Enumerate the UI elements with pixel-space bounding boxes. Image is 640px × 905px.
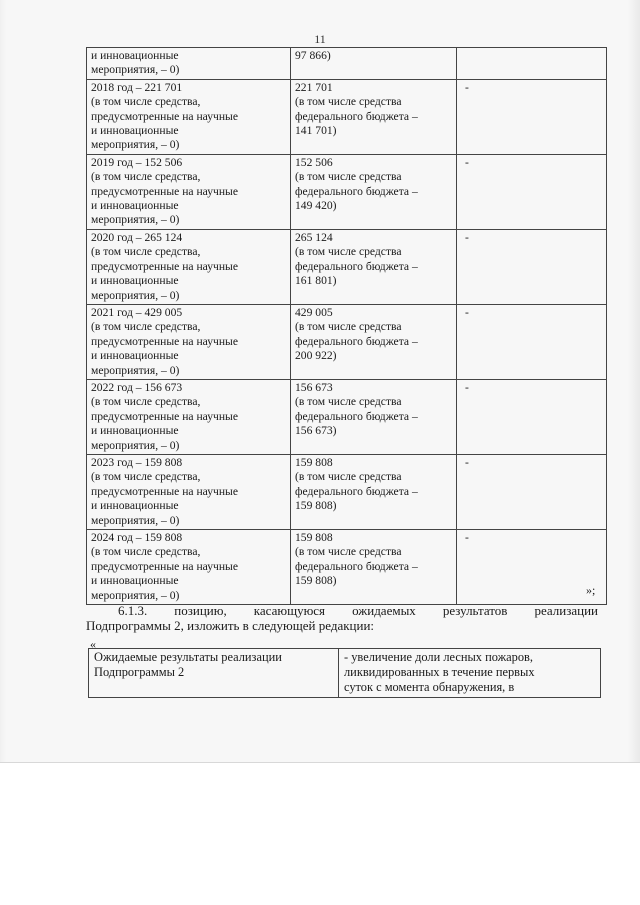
federal-budget-cell	[291, 229, 457, 304]
other-sources-cell	[457, 530, 607, 605]
year-amount-cell	[87, 530, 291, 605]
federal-budget-cell	[291, 530, 457, 605]
year-amount-line: предусмотренные на научные	[91, 484, 238, 498]
federal-budget-line: федерального бюджета –	[295, 559, 418, 573]
other-sources-cell	[457, 79, 607, 154]
federal-budget-line: 156 673)	[295, 424, 337, 438]
year-amount-line: (в том числе средства,	[91, 245, 201, 259]
year-amount-line: мероприятия, – 0)	[91, 363, 180, 377]
other-sources-value: -	[465, 80, 469, 94]
year-amount-cell	[87, 229, 291, 304]
opening-quote: «	[90, 637, 96, 651]
funding-row	[87, 154, 607, 229]
federal-budget-cell	[291, 79, 457, 154]
results-value-line: суток с момента обнаружения, в	[344, 680, 515, 694]
year-amount-cell	[87, 79, 291, 154]
other-sources-cell	[457, 154, 607, 229]
expected-results-table	[88, 648, 601, 698]
year-amount-line: (в том числе средства,	[91, 470, 201, 484]
federal-budget-line: (в том числе средства	[295, 320, 402, 334]
federal-budget-line: (в том числе средства	[295, 395, 402, 409]
year-amount-line: 2018 год – 221 701	[91, 80, 183, 94]
year-amount-cell	[87, 454, 291, 529]
page-number: 11	[314, 32, 326, 46]
year-amount-line: 2019 год – 152 506	[91, 155, 183, 169]
federal-budget-line: 429 005	[295, 305, 333, 319]
funding-table	[86, 47, 607, 605]
paragraph-line-1: 6.1.3. позицию, касающуюся ожидаемых результатов реализации	[118, 603, 598, 618]
year-amount-line: мероприятия, – 0)	[91, 213, 180, 227]
year-amount-line: и инновационные	[91, 124, 179, 138]
year-amount-line: предусмотренные на научные	[91, 184, 238, 198]
year-amount-line: (в том числе средства,	[91, 320, 201, 334]
year-amount-line: и инновационные	[91, 199, 179, 213]
year-amount-line: предусмотренные на научные	[91, 259, 238, 273]
other-sources-cell	[457, 379, 607, 454]
year-amount-line: (в том числе средства,	[91, 170, 201, 184]
amendment-paragraph	[86, 603, 598, 633]
federal-budget-line: 161 801)	[295, 274, 337, 288]
federal-budget-line: (в том числе средства	[295, 245, 402, 259]
federal-budget-line: 97 866)	[295, 49, 331, 62]
paragraph-line-2: Подпрограммы 2, изложить в следующей редакции:	[86, 618, 375, 633]
federal-budget-line: (в том числе средства	[295, 170, 402, 184]
year-amount-line: мероприятия, – 0)	[91, 513, 180, 527]
year-amount-line: предусмотренные на научные	[91, 109, 238, 123]
year-amount-line: 2022 год – 156 673	[91, 380, 183, 394]
federal-budget-line: (в том числе средства	[295, 470, 402, 484]
results-value-line: ликвидированных в течение первых	[344, 665, 535, 679]
other-sources-value: -	[465, 380, 469, 394]
year-amount-line: мероприятия, – 0)	[91, 63, 180, 77]
year-amount-line: (в том числе средства,	[91, 395, 201, 409]
federal-budget-line: 149 420)	[295, 199, 337, 213]
year-amount-line: мероприятия, – 0)	[91, 438, 180, 452]
year-amount-line: и инновационные	[91, 574, 179, 588]
federal-budget-line: федерального бюджета –	[295, 259, 418, 273]
federal-budget-line: 141 701)	[295, 124, 337, 138]
year-amount-cell	[87, 48, 291, 80]
federal-budget-cell	[291, 304, 457, 379]
other-sources-cell	[457, 304, 607, 379]
year-amount-line: 2024 год – 159 808	[91, 531, 183, 544]
results-value-cell	[339, 649, 601, 698]
funding-table-body	[87, 48, 607, 605]
funding-row	[87, 79, 607, 154]
federal-budget-line: (в том числе средства	[295, 545, 402, 559]
federal-budget-line: 200 922)	[295, 349, 337, 363]
year-amount-line: мероприятия, – 0)	[91, 588, 180, 602]
federal-budget-line: федерального бюджета –	[295, 109, 418, 123]
year-amount-line: предусмотренные на научные	[91, 334, 238, 348]
federal-budget-line: федерального бюджета –	[295, 184, 418, 198]
federal-budget-line: федерального бюджета –	[295, 409, 418, 423]
federal-budget-line: 265 124	[295, 230, 333, 244]
year-amount-cell	[87, 154, 291, 229]
results-row	[89, 649, 601, 698]
federal-budget-line: 221 701	[295, 80, 333, 94]
year-amount-line: и инновационные	[91, 49, 179, 62]
federal-budget-line: 159 808	[295, 455, 333, 469]
other-sources-cell	[457, 48, 607, 80]
funding-row	[87, 454, 607, 529]
federal-budget-line: федерального бюджета –	[295, 484, 418, 498]
funding-row	[87, 379, 607, 454]
funding-row	[87, 229, 607, 304]
year-amount-line: мероприятия, – 0)	[91, 138, 180, 152]
year-amount-line: и инновационные	[91, 274, 179, 288]
federal-budget-line: 159 808)	[295, 499, 337, 513]
other-sources-cell	[457, 454, 607, 529]
other-sources-value: -	[465, 305, 469, 319]
funding-row	[87, 530, 607, 605]
results-value-line: - увеличение доли лесных пожаров,	[344, 650, 534, 664]
results-label-line: Ожидаемые результаты реализации	[94, 650, 282, 664]
year-amount-line: мероприятия, – 0)	[91, 288, 180, 302]
funding-row	[87, 48, 607, 80]
results-label-line: Подпрограммы 2	[94, 665, 185, 679]
other-sources-value: -	[465, 230, 469, 244]
year-amount-cell	[87, 304, 291, 379]
year-amount-line: 2021 год – 429 005	[91, 305, 183, 319]
closing-quote: »;	[586, 583, 596, 597]
year-amount-line: и инновационные	[91, 424, 179, 438]
other-sources-value: -	[465, 531, 469, 544]
year-amount-line: предусмотренные на научные	[91, 409, 238, 423]
other-sources-cell	[457, 229, 607, 304]
federal-budget-line: 152 506	[295, 155, 333, 169]
federal-budget-line: 159 808	[295, 531, 333, 544]
year-amount-line: (в том числе средства,	[91, 545, 201, 559]
federal-budget-cell	[291, 454, 457, 529]
other-sources-value: -	[465, 155, 469, 169]
year-amount-line: (в том числе средства,	[91, 95, 201, 109]
federal-budget-cell	[291, 154, 457, 229]
other-sources-value: -	[465, 455, 469, 469]
federal-budget-line: 156 673	[295, 380, 333, 394]
year-amount-line: 2023 год – 159 808	[91, 455, 183, 469]
federal-budget-line: федерального бюджета –	[295, 334, 418, 348]
federal-budget-line: (в том числе средства	[295, 95, 402, 109]
federal-budget-cell	[291, 48, 457, 80]
funding-row	[87, 304, 607, 379]
year-amount-line: предусмотренные на научные	[91, 559, 238, 573]
federal-budget-cell	[291, 379, 457, 454]
year-amount-line: и инновационные	[91, 349, 179, 363]
year-amount-cell	[87, 379, 291, 454]
results-label-cell	[89, 649, 339, 698]
federal-budget-line: 159 808)	[295, 574, 337, 588]
year-amount-line: и инновационные	[91, 499, 179, 513]
year-amount-line: 2020 год – 265 124	[91, 230, 183, 244]
